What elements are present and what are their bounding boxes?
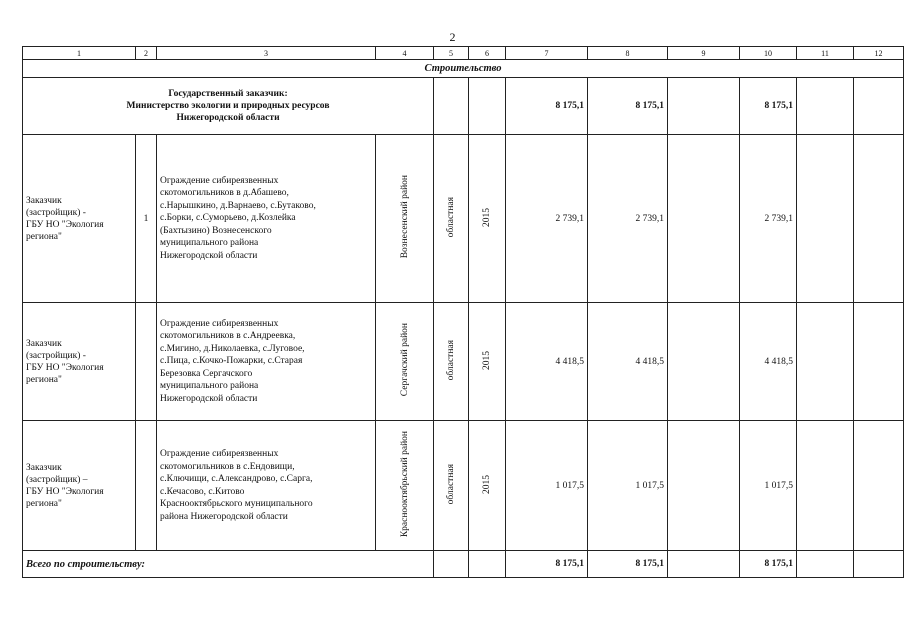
column-number: 2: [136, 47, 157, 60]
table-cell: [854, 303, 904, 421]
col10-value: 2 739,1: [740, 135, 797, 303]
district-cell: [376, 421, 434, 551]
object-description: Ограждение сибиреязвенных скотомогильников в с.Андреевка, с.Мигино, д.Николаевка, с.Луговое, с.Пица, с.Кочко-Пожарки, с.Старая Березовка Сергачского муниципального района Нижегородской области: [157, 303, 376, 421]
budget-type: областная: [446, 196, 456, 238]
table-cell: [854, 135, 904, 303]
table-cell: [854, 78, 904, 135]
table-cell: [797, 135, 854, 303]
customer-col8-value: 8 175,1: [588, 78, 668, 135]
budget-cell: [434, 421, 469, 551]
customer-row: [23, 78, 904, 135]
table-cell: [797, 303, 854, 421]
budget-cell: [434, 135, 469, 303]
total-label: Всего по строительству:: [23, 551, 434, 578]
col10-value: 1 017,5: [740, 421, 797, 551]
table-cell: [469, 78, 506, 135]
object-description: Ограждение сибиреязвенных скотомогильников в с.Ендовищи, с.Ключищи, с.Александрово, с.Сарга, с.Кечасово, с.Китово Краснооктябрьского муниципального района Нижегородской области: [157, 421, 376, 551]
table-cell: [668, 303, 740, 421]
col7-value: 2 739,1: [506, 135, 588, 303]
column-number: 12: [854, 47, 904, 60]
column-number: 4: [376, 47, 434, 60]
table-cell: [668, 421, 740, 551]
col8-value: 4 418,5: [588, 303, 668, 421]
table-cell: [434, 78, 469, 135]
customer-name: Заказчик (застройщик) – ГБУ НО "Экология региона": [23, 421, 136, 551]
customer-col10-value: 8 175,1: [740, 78, 797, 135]
customer-name: Заказчик (застройщик) - ГБУ НО "Экология региона": [23, 303, 136, 421]
total-col10-value: 8 175,1: [740, 551, 797, 578]
col10-value: 4 418,5: [740, 303, 797, 421]
col8-value: 1 017,5: [588, 421, 668, 551]
page-number: 2: [449, 30, 456, 44]
table-row: [23, 421, 904, 551]
column-number: 1: [23, 47, 136, 60]
year: 2015: [482, 207, 492, 227]
budget-cell: [434, 303, 469, 421]
table-cell: [668, 551, 740, 578]
district-cell: [376, 303, 434, 421]
col8-value: 2 739,1: [588, 135, 668, 303]
table-row: [23, 135, 904, 303]
customer-name: Заказчик (застройщик) - ГБУ НО "Экология региона": [23, 135, 136, 303]
customer-col7-value: 8 175,1: [506, 78, 588, 135]
table-cell: [797, 78, 854, 135]
total-col8-value: 8 175,1: [588, 551, 668, 578]
column-number: 8: [588, 47, 668, 60]
year-cell: [469, 421, 506, 551]
district-name: Сергачский район: [399, 323, 410, 397]
year: 2015: [482, 350, 492, 370]
district-name: Вознесенский район: [399, 175, 410, 259]
year-cell: [469, 303, 506, 421]
table-cell: [434, 551, 469, 578]
col7-value: 1 017,5: [506, 421, 588, 551]
table-row: [23, 303, 904, 421]
row-number: [136, 421, 157, 551]
table-cell: [797, 551, 854, 578]
table-cell: [668, 78, 740, 135]
district-cell: [376, 135, 434, 303]
column-number: 7: [506, 47, 588, 60]
state-customer-label: Государственный заказчик: Министерство экологии и природных ресурсов Нижегородской области: [23, 78, 434, 135]
column-number-row: [23, 47, 904, 60]
year-cell: [469, 135, 506, 303]
row-number: [136, 303, 157, 421]
row-number: 1: [136, 135, 157, 303]
budget-table: [22, 46, 904, 578]
column-number: 6: [469, 47, 506, 60]
column-number: 11: [797, 47, 854, 60]
column-number: 9: [668, 47, 740, 60]
table-cell: [797, 421, 854, 551]
section-title: Строительство: [23, 60, 904, 78]
column-number: 10: [740, 47, 797, 60]
budget-type: областная: [446, 339, 456, 381]
table-cell: [854, 551, 904, 578]
column-number: 3: [157, 47, 376, 60]
col7-value: 4 418,5: [506, 303, 588, 421]
column-number: 5: [434, 47, 469, 60]
object-description: Ограждение сибиреязвенных скотомогильников в д.Абашево, с.Нарышкино, д.Варнаево, с.Бутаково, с.Борки, с.Суморьево, д.Козлейка (Бахтызино) Вознесенского муниципального района Нижегородской области: [157, 135, 376, 303]
table-cell: [854, 421, 904, 551]
year: 2015: [482, 474, 492, 494]
table-cell: [469, 551, 506, 578]
total-row: [23, 551, 904, 578]
table-cell: [668, 135, 740, 303]
budget-type: областная: [446, 463, 456, 505]
district-name: Краснооктябрьский район: [399, 430, 410, 538]
total-col7-value: 8 175,1: [506, 551, 588, 578]
section-row: [23, 60, 904, 78]
